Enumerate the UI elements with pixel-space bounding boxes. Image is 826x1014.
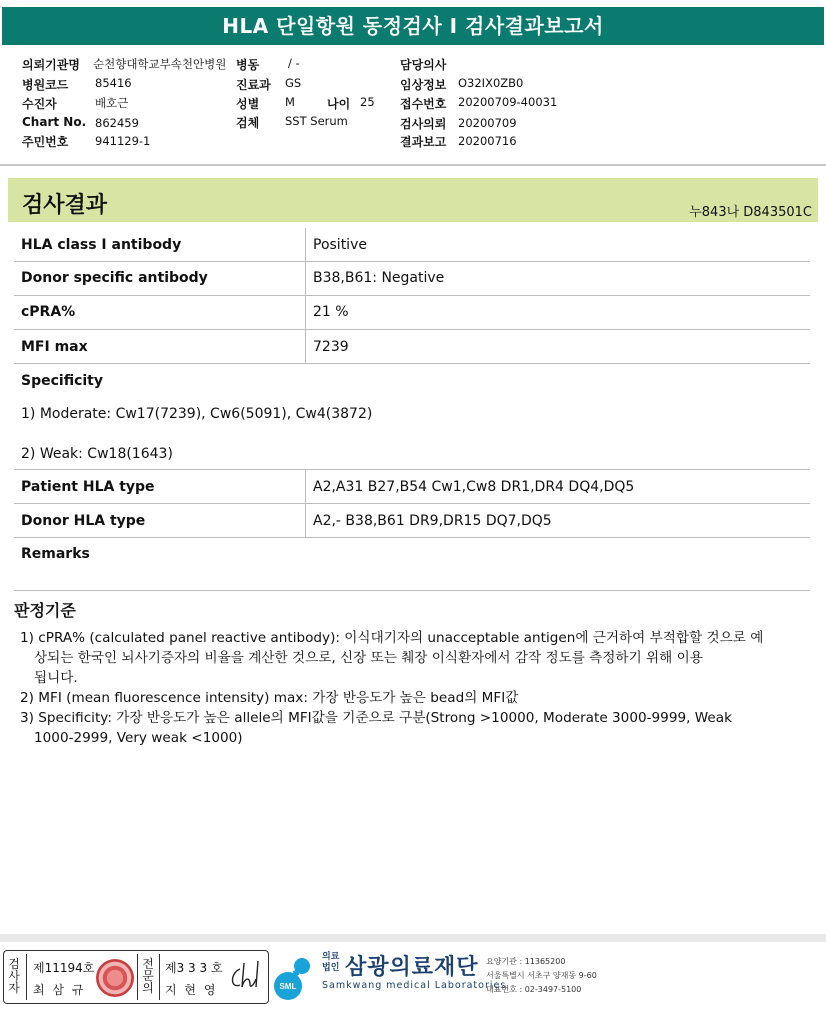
org-prefix: 의료법인 (322, 952, 340, 973)
official-seal-icon (96, 959, 134, 997)
cpra-value: 21 % (313, 304, 349, 320)
dsa-value: B38,B61: Negative (313, 270, 445, 286)
column-divider (305, 262, 306, 295)
remarks-label: Remarks (21, 546, 90, 562)
sex-label: 성별 (236, 97, 260, 111)
department-value: GS (285, 76, 302, 90)
org-name: 삼광의료재단 (345, 955, 479, 980)
result-row-dsa (14, 262, 810, 296)
mfi-label: MFI max (21, 339, 88, 355)
result-row-specificity (14, 364, 810, 470)
patient-info-block (0, 55, 826, 155)
referring-institution-label: 의뢰기관명 (22, 58, 80, 72)
result-row-cpra (14, 296, 810, 330)
signbox-divider (137, 954, 138, 1000)
org-code: 요양기관 : 11365200 (486, 957, 566, 966)
signbox-divider (26, 954, 27, 1000)
tester-label: 검사자 (8, 957, 20, 995)
criteria-item3-line1: 3) Specificity: 가장 반응도가 높은 allele의 MFI값을 기준으로 구분(Strong >10000, Moderate 3000-9999, Weak (20, 710, 732, 726)
org-phone: 대표번호 : 02-3497-5100 (486, 985, 582, 994)
accession-value: 20200709-40031 (458, 95, 558, 109)
age-label: 나이 (327, 97, 351, 111)
recipient-value: 배호근 (95, 96, 129, 110)
dsa-label: Donor specific antibody (21, 270, 208, 286)
chart-value: 862459 (95, 116, 139, 130)
signature-box (3, 950, 269, 1004)
recipient-label: 수진자 (22, 97, 57, 111)
clinical-info-label: 임상정보 (400, 78, 447, 92)
mfi-value: 7239 (313, 339, 349, 355)
criteria-item2: 2) MFI (mean fluorescence intensity) max: 가장 반응도가 높은 bead의 MFI값 (20, 690, 519, 706)
criteria-item1-line3: 됩니다. (34, 670, 78, 686)
age-value: 25 (360, 95, 375, 109)
class1-value: Positive (313, 237, 367, 253)
sml-logo-icon (272, 952, 322, 1002)
result-row-donor-hla (14, 504, 810, 538)
attending-label: 담당의사 (400, 58, 447, 72)
class1-label: HLA class I antibody (21, 237, 182, 253)
chart-label: Chart No. (22, 115, 87, 129)
accession-label: 접수번호 (400, 97, 447, 111)
result-table (14, 228, 810, 591)
clinical-info-value: O32IX0ZB0 (458, 76, 524, 90)
donor-hla-label: Donor HLA type (21, 513, 146, 529)
resident-value: 941129-1 (95, 134, 151, 148)
request-date-label: 검사의뢰 (400, 117, 447, 131)
result-row-remarks (14, 538, 810, 591)
divider (0, 164, 826, 166)
specialist-label: 전문의 (142, 957, 154, 995)
referring-institution-value: 순천향대학교부속천안병원 (93, 57, 227, 71)
criteria-item3-line2: 1000-2999, Very weak <1000) (34, 730, 243, 746)
patient-hla-label: Patient HLA type (21, 479, 155, 495)
tester-number: 제11194호 (33, 961, 95, 975)
result-row-patient-hla (14, 470, 810, 504)
hospital-code-label: 병원코드 (22, 78, 69, 92)
column-divider (305, 228, 306, 261)
patient-hla-value: A2,A31 B27,B54 Cw1,Cw8 DR1,DR4 DQ4,DQ5 (313, 479, 635, 495)
column-divider (305, 470, 306, 503)
report-title: HLA 단일항원 동정검사 I 검사결과보고서 (2, 7, 824, 45)
result-row-class1 (14, 228, 810, 262)
specificity-moderate: 1) Moderate: Cw17(7239), Cw6(5091), Cw4(3872) (21, 406, 373, 422)
result-row-mfi (14, 330, 810, 364)
ward-value: / - (288, 56, 300, 70)
specialist-name: 지 현 영 (165, 983, 218, 997)
criteria-title: 판정기준 (14, 601, 76, 620)
result-section-title: 검사결과 (22, 193, 108, 218)
result-code: 누843나 D843501C (689, 205, 812, 220)
handwritten-signature-icon (226, 957, 266, 997)
org-address: 서울특별시 서초구 양재동 9-60 (486, 971, 597, 980)
column-divider (305, 330, 306, 363)
criteria-item1-line2: 상되는 한국인 뇌사기증자의 비율을 계산한 것으로, 신장 또는 췌장 이식환자에서 감작 정도를 측정하기 위해 이용 (34, 650, 703, 666)
donor-hla-value: A2,- B38,B61 DR9,DR15 DQ7,DQ5 (313, 513, 552, 529)
department-label: 진료과 (236, 78, 271, 92)
signbox-divider (159, 954, 160, 1000)
column-divider (305, 296, 306, 329)
org-english-name: Samkwang medical Laboratories (322, 980, 507, 991)
column-divider (305, 504, 306, 537)
specialist-number: 제3 3 3 호 (165, 961, 223, 975)
tester-name: 최 삼 규 (33, 983, 86, 997)
criteria-item1-line1: 1) cPRA% (calculated panel reactive antibody): 이식대기자의 unacceptable antigen에 근거하여 부적합할 것으로 예 (20, 630, 764, 646)
result-section-header (8, 178, 818, 222)
specificity-label: Specificity (21, 373, 103, 389)
request-date-value: 20200709 (458, 116, 517, 130)
sex-value: M (285, 95, 295, 109)
specificity-weak: 2) Weak: Cw18(1643) (21, 446, 173, 462)
report-date-value: 20200716 (458, 134, 517, 148)
footer-divider (0, 934, 826, 942)
resident-label: 주민번호 (22, 135, 69, 149)
hospital-code-value: 85416 (95, 76, 132, 90)
logo-text: SML (279, 982, 297, 991)
specimen-value: SST Serum (285, 114, 348, 128)
ward-label: 병동 (236, 58, 260, 72)
cpra-label: cPRA% (21, 304, 76, 320)
specimen-label: 검체 (236, 116, 260, 130)
report-date-label: 결과보고 (400, 135, 447, 149)
